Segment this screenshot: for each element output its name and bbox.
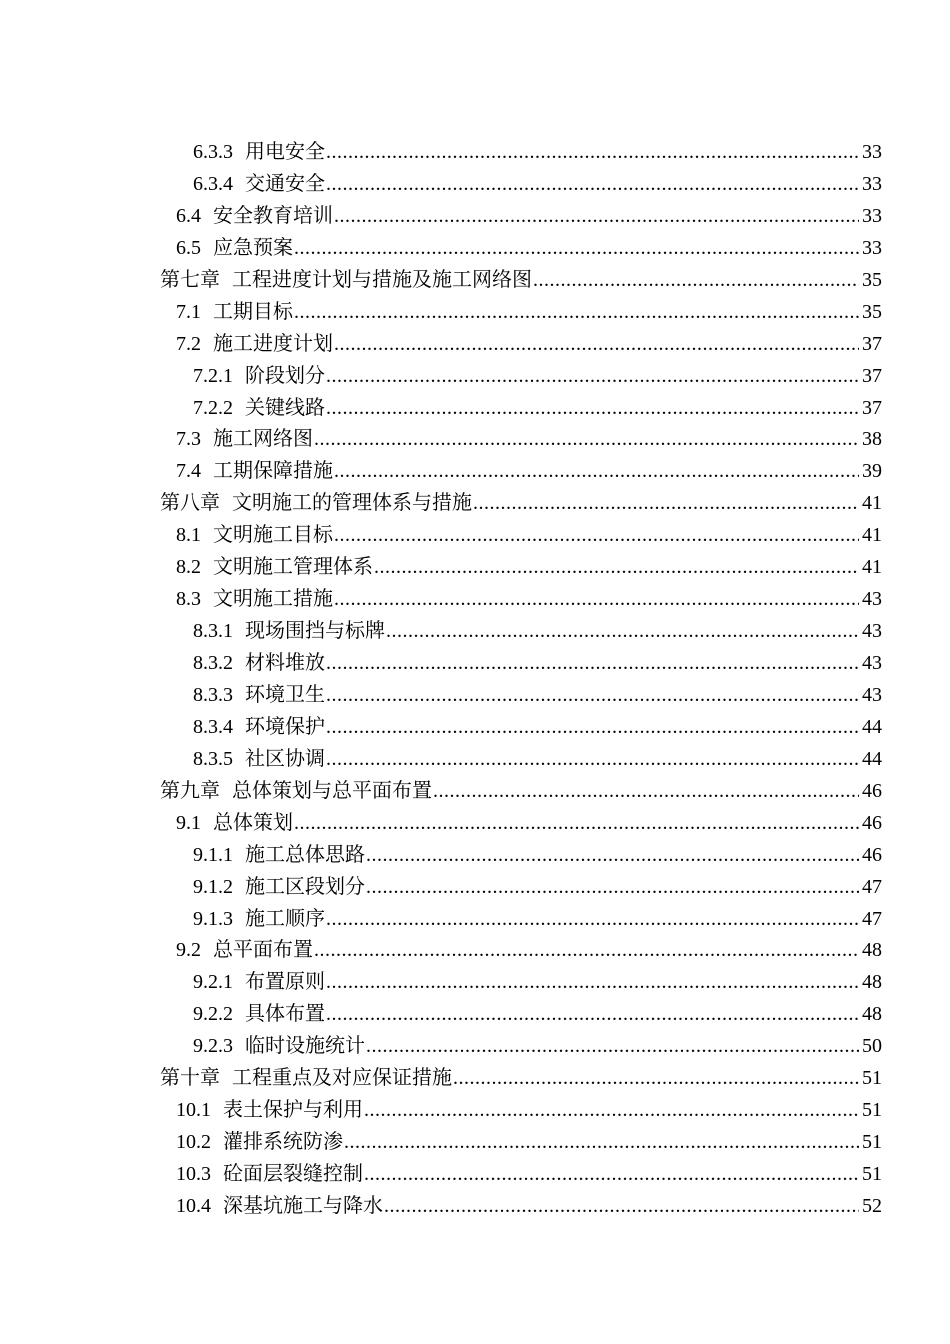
toc-entry[interactable] bbox=[160, 137, 882, 169]
toc-entry-number: 7.1 bbox=[176, 300, 201, 323]
toc-entry[interactable] bbox=[160, 584, 882, 616]
dot-leader bbox=[326, 904, 859, 936]
toc-entry[interactable] bbox=[160, 1031, 882, 1063]
toc-entry-title: 总体策划 bbox=[213, 811, 293, 834]
toc-entry-number: 8.2 bbox=[176, 556, 201, 579]
dot-leader bbox=[294, 808, 859, 840]
toc-entry[interactable] bbox=[160, 744, 882, 776]
toc-entry[interactable] bbox=[160, 999, 882, 1031]
toc-entry-page-number: 51 bbox=[862, 1163, 882, 1185]
toc-entry-title: 深基坑施工与降水 bbox=[223, 1194, 383, 1217]
toc-entry-number: 9.2.1 bbox=[193, 971, 233, 994]
dot-leader bbox=[374, 552, 859, 584]
toc-entry-page-number: 38 bbox=[862, 428, 882, 451]
toc-entry-page-number: 51 bbox=[862, 1099, 882, 1122]
toc-entry-page-number: 51 bbox=[862, 1067, 882, 1090]
toc-entry[interactable] bbox=[160, 456, 882, 488]
toc-entry-page-number: 43 bbox=[862, 588, 882, 611]
toc-entry-page-number: 41 bbox=[862, 524, 882, 547]
dot-leader bbox=[366, 1031, 859, 1063]
toc-entry-title: 表土保护与利用 bbox=[223, 1099, 363, 1122]
toc-entry-number: 8.3.1 bbox=[193, 620, 233, 643]
toc-entry[interactable] bbox=[160, 967, 882, 999]
dot-leader bbox=[334, 520, 859, 552]
toc-entry-title: 施工总体思路 bbox=[245, 843, 365, 866]
toc-entry[interactable] bbox=[160, 552, 882, 584]
toc-entry-page-number: 41 bbox=[862, 492, 882, 515]
toc-entry[interactable] bbox=[160, 393, 882, 425]
toc-entry[interactable] bbox=[160, 265, 882, 297]
toc-entry-page-number: 47 bbox=[862, 875, 882, 898]
toc-entry[interactable] bbox=[160, 904, 882, 936]
toc-entry-title: 文明施工的管理体系与措施 bbox=[232, 492, 472, 515]
toc-entry-title: 施工进度计划 bbox=[213, 332, 333, 355]
toc-entry-page-number: 44 bbox=[862, 715, 882, 738]
toc-entry-page-number: 33 bbox=[862, 141, 882, 163]
toc-entry-number: 9.2.2 bbox=[193, 1003, 233, 1026]
toc-entry-number: 7.4 bbox=[176, 460, 201, 483]
dot-leader bbox=[334, 584, 859, 616]
dot-leader bbox=[453, 1063, 859, 1095]
table-of-contents bbox=[160, 137, 882, 1223]
dot-leader bbox=[294, 297, 859, 329]
toc-entry-number: 第七章 bbox=[160, 268, 220, 291]
dot-leader bbox=[294, 233, 859, 265]
toc-entry-page-number: 44 bbox=[862, 747, 882, 770]
toc-entry-page-number: 35 bbox=[862, 300, 882, 323]
toc-entry-number: 6.3.4 bbox=[193, 172, 233, 195]
toc-entry[interactable] bbox=[160, 872, 882, 904]
toc-entry-page-number: 43 bbox=[862, 620, 882, 643]
toc-entry[interactable] bbox=[160, 488, 882, 520]
dot-leader bbox=[314, 935, 859, 967]
toc-entry[interactable] bbox=[160, 1127, 882, 1159]
toc-entry-title: 工期目标 bbox=[213, 300, 293, 323]
toc-entry-page-number: 48 bbox=[862, 971, 882, 994]
toc-entry-number: 9.1.2 bbox=[193, 875, 233, 898]
dot-leader bbox=[366, 872, 859, 904]
toc-entry-number: 7.2.1 bbox=[193, 364, 233, 387]
toc-entry-title: 具体布置 bbox=[245, 1003, 325, 1026]
dot-leader bbox=[386, 616, 859, 648]
dot-leader bbox=[326, 744, 859, 776]
toc-entry-page-number: 43 bbox=[862, 683, 882, 706]
dot-leader bbox=[326, 137, 859, 169]
dot-leader bbox=[344, 1127, 859, 1159]
toc-entry-number: 8.3.2 bbox=[193, 652, 233, 674]
toc-entry-page-number: 48 bbox=[862, 1003, 882, 1026]
toc-entry-title: 施工顺序 bbox=[245, 907, 325, 930]
toc-entry-page-number: 33 bbox=[862, 204, 882, 227]
toc-entry-number: 8.3.3 bbox=[193, 683, 233, 706]
toc-entry[interactable] bbox=[160, 1191, 882, 1223]
toc-entry-title: 工程进度计划与措施及施工网络图 bbox=[232, 268, 532, 291]
toc-entry-title: 社区协调 bbox=[245, 747, 325, 770]
toc-entry-page-number: 46 bbox=[862, 779, 882, 802]
toc-entry-number: 9.1.3 bbox=[193, 907, 233, 930]
toc-entry-page-number: 37 bbox=[862, 364, 882, 387]
toc-entry-title: 环境卫生 bbox=[245, 683, 325, 706]
toc-entry-page-number: 47 bbox=[862, 907, 882, 930]
toc-entry-page-number: 50 bbox=[862, 1035, 882, 1058]
toc-entry-title: 应急预案 bbox=[213, 236, 293, 259]
toc-entry-page-number: 52 bbox=[862, 1194, 882, 1217]
toc-entry-title: 环境保护 bbox=[245, 715, 325, 738]
dot-leader bbox=[334, 329, 859, 361]
dot-leader bbox=[326, 393, 859, 425]
toc-entry[interactable] bbox=[160, 1159, 882, 1191]
toc-entry-title: 阶段划分 bbox=[245, 364, 325, 387]
toc-entry-title: 工期保障措施 bbox=[213, 460, 333, 483]
dot-leader bbox=[473, 488, 859, 520]
toc-entry-title: 布置原则 bbox=[245, 971, 325, 994]
toc-entry-number: 8.3.4 bbox=[193, 715, 233, 738]
toc-entry-page-number: 39 bbox=[862, 460, 882, 483]
toc-entry-title: 材料堆放 bbox=[245, 652, 325, 674]
toc-entry-title: 用电安全 bbox=[245, 141, 325, 163]
toc-entry-number: 10.3 bbox=[176, 1163, 211, 1185]
toc-entry[interactable] bbox=[160, 329, 882, 361]
toc-entry-title: 安全教育培训 bbox=[213, 204, 333, 227]
toc-entry-page-number: 41 bbox=[862, 556, 882, 579]
toc-entry-number: 6.3.3 bbox=[193, 141, 233, 163]
toc-entry[interactable] bbox=[160, 616, 882, 648]
toc-entry[interactable] bbox=[160, 520, 882, 552]
toc-entry-title: 文明施工管理体系 bbox=[213, 556, 373, 579]
toc-entry-page-number: 46 bbox=[862, 811, 882, 834]
toc-entry[interactable] bbox=[160, 808, 882, 840]
dot-leader bbox=[326, 999, 859, 1031]
dot-leader bbox=[364, 1159, 859, 1191]
toc-entry-number: 第九章 bbox=[160, 779, 220, 802]
toc-entry-number: 10.2 bbox=[176, 1131, 211, 1154]
toc-entry-number: 第十章 bbox=[160, 1067, 220, 1090]
toc-entry[interactable] bbox=[160, 297, 882, 329]
toc-entry-page-number: 33 bbox=[862, 172, 882, 195]
dot-leader bbox=[334, 456, 859, 488]
dot-leader bbox=[326, 967, 859, 999]
toc-entry-title: 文明施工措施 bbox=[213, 588, 333, 611]
toc-entry-title: 总体策划与总平面布置 bbox=[232, 779, 432, 802]
dot-leader bbox=[314, 424, 859, 456]
dot-leader bbox=[533, 265, 859, 297]
toc-entry[interactable] bbox=[160, 233, 882, 265]
toc-entry[interactable] bbox=[160, 776, 882, 808]
toc-entry-page-number: 37 bbox=[862, 396, 882, 419]
dot-leader bbox=[364, 1095, 859, 1127]
toc-entry-number: 10.4 bbox=[176, 1194, 211, 1217]
toc-entry-number: 6.5 bbox=[176, 236, 201, 259]
toc-entry-number: 9.1.1 bbox=[193, 843, 233, 866]
dot-leader bbox=[384, 1191, 859, 1223]
dot-leader bbox=[433, 776, 859, 808]
toc-entry[interactable] bbox=[160, 169, 882, 201]
toc-entry-title: 施工区段划分 bbox=[245, 875, 365, 898]
toc-entry-page-number: 43 bbox=[862, 652, 882, 674]
dot-leader bbox=[326, 648, 859, 680]
toc-entry-number: 8.3 bbox=[176, 588, 201, 611]
toc-entry[interactable] bbox=[160, 712, 882, 744]
dot-leader bbox=[326, 680, 859, 712]
toc-entry[interactable] bbox=[160, 361, 882, 393]
toc-entry-title: 砼面层裂缝控制 bbox=[223, 1163, 363, 1185]
toc-entry[interactable] bbox=[160, 424, 882, 456]
toc-entry-page-number: 37 bbox=[862, 332, 882, 355]
toc-entry[interactable] bbox=[160, 680, 882, 712]
toc-entry-number: 7.2.2 bbox=[193, 396, 233, 419]
toc-entry-number: 10.1 bbox=[176, 1099, 211, 1122]
toc-entry-page-number: 35 bbox=[862, 268, 882, 291]
toc-entry[interactable] bbox=[160, 1095, 882, 1127]
toc-entry-number: 9.1 bbox=[176, 811, 201, 834]
toc-entry[interactable] bbox=[160, 840, 882, 872]
toc-entry-title: 文明施工目标 bbox=[213, 524, 333, 547]
dot-leader bbox=[326, 712, 859, 744]
toc-entry-number: 9.2.3 bbox=[193, 1035, 233, 1058]
toc-entry[interactable] bbox=[160, 648, 882, 680]
dot-leader bbox=[334, 201, 859, 233]
toc-entry-title: 现场围挡与标牌 bbox=[245, 620, 385, 643]
toc-entry[interactable] bbox=[160, 935, 882, 967]
toc-entry-number: 7.3 bbox=[176, 428, 201, 451]
toc-entry-number: 6.4 bbox=[176, 204, 201, 227]
toc-entry-page-number: 46 bbox=[862, 843, 882, 866]
toc-entry-number: 8.1 bbox=[176, 524, 201, 547]
toc-entry-page-number: 48 bbox=[862, 939, 882, 962]
toc-entry-title: 灌排系统防渗 bbox=[223, 1131, 343, 1154]
toc-entry-title: 总平面布置 bbox=[213, 939, 313, 962]
toc-entry-number: 7.2 bbox=[176, 332, 201, 355]
toc-entry-number: 8.3.5 bbox=[193, 747, 233, 770]
toc-entry-title: 临时设施统计 bbox=[245, 1035, 365, 1058]
toc-entry[interactable] bbox=[160, 201, 882, 233]
toc-entry-title: 交通安全 bbox=[245, 172, 325, 195]
toc-entry-title: 施工网络图 bbox=[213, 428, 313, 451]
toc-entry[interactable] bbox=[160, 1063, 882, 1095]
toc-entry-page-number: 51 bbox=[862, 1131, 882, 1154]
toc-entry-title: 关键线路 bbox=[245, 396, 325, 419]
toc-entry-number: 9.2 bbox=[176, 939, 201, 962]
toc-entry-page-number: 33 bbox=[862, 236, 882, 259]
dot-leader bbox=[326, 361, 859, 393]
dot-leader bbox=[326, 169, 859, 201]
toc-entry-number: 第八章 bbox=[160, 492, 220, 515]
dot-leader bbox=[366, 840, 859, 872]
toc-entry-title: 工程重点及对应保证措施 bbox=[232, 1067, 452, 1090]
